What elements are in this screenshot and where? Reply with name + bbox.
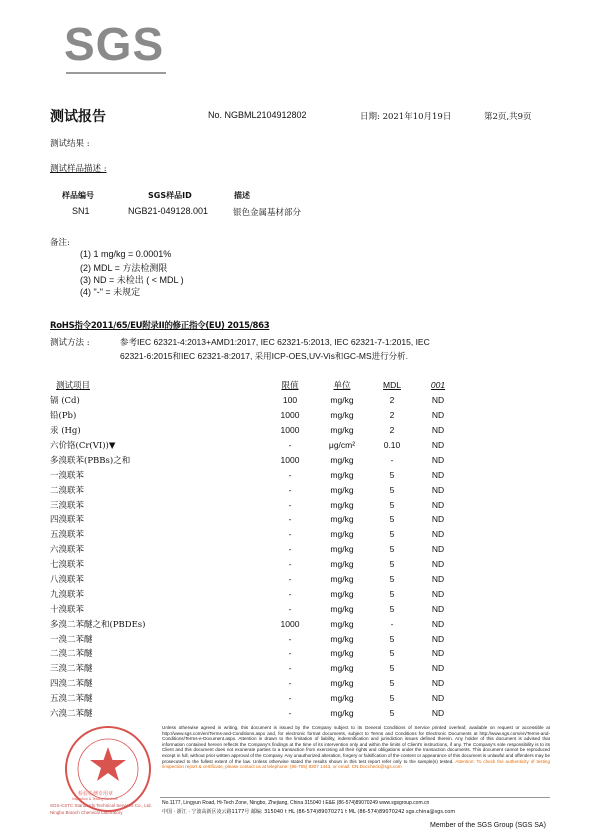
- limit-cell: -: [288, 574, 292, 585]
- result-001-cell: ND: [431, 618, 445, 629]
- header-test-item-label: 测试项目: [56, 381, 91, 392]
- page-indicator: 第2页,共9页: [484, 112, 532, 122]
- limit-cell: -: [288, 663, 292, 674]
- mdl-cell: -: [390, 618, 394, 629]
- note-3: (3) ND = 未检出 ( < MDL ): [80, 275, 184, 285]
- limit-cell: -: [288, 588, 292, 599]
- report-number: No. NGBML2104912802: [208, 110, 307, 120]
- test-item-cell: 三溴二苯醚: [50, 664, 93, 675]
- report-title: 测试报告: [50, 109, 106, 125]
- result-001-cell: ND: [431, 469, 445, 480]
- header-test-item: [50, 378, 264, 393]
- result-001-cell: ND: [431, 514, 445, 525]
- method-line-2: 62321-6:2015和IEC 62321-8:2017, 采用ICP-OES,UV-Vis和GC-MS进行分析.: [120, 351, 409, 361]
- attention-text: Attention: To check the authenticity of testing /inspection report & certificate, please contact us at telephone: (86-755) 8307 1443, or email: CN.Doccheck@sgs.com: [162, 758, 551, 770]
- table-row: [50, 661, 460, 676]
- unit-cell: μg/cm²: [328, 440, 356, 450]
- sample-header-no: 样品编号: [62, 191, 94, 200]
- mdl-cell: 5: [389, 633, 395, 644]
- mdl-cell: 5: [389, 469, 395, 480]
- mdl-cell: 5: [389, 544, 395, 555]
- result-001-cell: ND: [431, 574, 445, 585]
- table-row: [50, 631, 460, 646]
- test-item-cell: 一溴二苯醚: [50, 634, 93, 645]
- unit-cell: mg/kg: [330, 693, 354, 704]
- sgs-member-note: Member of the SGS Group (SGS SA): [430, 822, 546, 829]
- table-row: [50, 497, 460, 512]
- unit-cell: mg/kg: [330, 603, 354, 614]
- table-row: [50, 586, 460, 601]
- footer-disclaimer: [162, 725, 550, 770]
- table-row: [50, 691, 460, 706]
- mdl-cell: 5: [389, 648, 395, 659]
- table-row: [50, 393, 460, 408]
- table-row: [50, 557, 460, 572]
- limit-cell: -: [288, 484, 292, 495]
- sample-id: NGB21-049128.001: [128, 206, 209, 216]
- table-row: [50, 438, 460, 453]
- mdl-cell: 5: [389, 603, 395, 614]
- table-row: [50, 646, 460, 661]
- result-001-cell: ND: [431, 454, 445, 465]
- limit-cell: -: [288, 603, 292, 614]
- test-item-cell: 五溴二苯醚: [50, 694, 93, 705]
- test-item-cell: 六价铬(Cr(VI))▼: [50, 441, 116, 451]
- table-header-row: [50, 378, 460, 393]
- limit-cell: -: [288, 708, 292, 719]
- result-001-cell: ND: [431, 648, 445, 659]
- test-item-cell: 镉 (Cd): [50, 396, 80, 407]
- mdl-cell: 5: [389, 514, 395, 525]
- table-row: [50, 572, 460, 587]
- disclaimer-text: Unless otherwise agreed in writing, this document is issued by the Company subject to its General Conditions of Service printed overleaf, available on request or accessible at http://www.sgs.com/en/Terms-and-Conditions.aspx and, for electronic format documents, subject to Terms and Conditions for Electronic Documents at http://www.sgs.com/en/Terms-and-Conditions/Terms-e-Document.aspx. Attention is drawn to the limitation of liability, indemnification and jurisdiction issues defined therein. Any holder of this document is advised that information contained hereon reflects the Company's findings at the time of its intervention only and within the limits of Client's instructions, if any. The Company's sole responsibility is to its Client and this document does not exonerate parties to a transaction from exercising all their rights and obligations under the transaction documents. This document cannot be reproduced except in full, without prior written approval of the Company. Any unauthorized alteration, forgery or falsification of the content or appearance of this document is unlawful and offenders may be prosecuted to the fullest extent of the law. Unless otherwise stated the results shown in this test report refer only to the sample(s) tested.: [162, 725, 550, 764]
- mdl-cell: 5: [389, 529, 395, 540]
- limit-cell: -: [288, 559, 292, 570]
- test-item-cell: 八溴联苯: [50, 575, 85, 586]
- sample-no: SN1: [72, 206, 90, 216]
- method-line-1: 参考IEC 62321-4:2013+AMD1:2017, IEC 62321-5:2013, IEC 62321-7-1:2015, IEC: [120, 337, 430, 347]
- result-001-cell: ND: [431, 559, 445, 570]
- unit-cell: mg/kg: [330, 708, 354, 719]
- limit-cell: -: [288, 440, 292, 450]
- result-001-cell: ND: [431, 663, 445, 674]
- result-001-cell: ND: [431, 633, 445, 644]
- unit-cell: mg/kg: [330, 559, 354, 570]
- mdl-cell: 5: [389, 663, 395, 674]
- header-001: [416, 378, 460, 393]
- unit-cell: mg/kg: [330, 588, 354, 599]
- limit-cell: -: [288, 633, 292, 644]
- table-row: [50, 706, 460, 721]
- unit-cell: mg/kg: [330, 574, 354, 585]
- laboratory-seal-icon: [62, 723, 154, 815]
- mdl-cell: 5: [389, 484, 395, 495]
- test-item-cell: 五溴联苯: [50, 530, 85, 541]
- unit-cell: mg/kg: [330, 454, 354, 465]
- header-unit: [316, 378, 368, 393]
- note-1: (1) 1 mg/kg = 0.0001%: [80, 249, 172, 259]
- test-item-cell: 七溴联苯: [50, 560, 85, 571]
- unit-cell: mg/kg: [330, 678, 354, 689]
- limit-cell: 1000: [280, 454, 300, 465]
- unit-cell: mg/kg: [330, 618, 354, 629]
- test-item-cell: 多溴二苯醚之和(PBDEs): [50, 619, 146, 630]
- table-row: [50, 601, 460, 616]
- notes-label: 备注:: [50, 238, 70, 248]
- limit-cell: -: [288, 544, 292, 555]
- result-001-cell: ND: [431, 693, 445, 704]
- seal-text: 检验检测专用章: [78, 791, 114, 797]
- limit-cell: 1000: [280, 410, 300, 421]
- unit-cell: mg/kg: [330, 425, 354, 436]
- test-item-cell: 四溴二苯醚: [50, 679, 93, 690]
- test-item-cell: 二溴二苯醚: [50, 649, 93, 660]
- rohs-heading: RoHS指令2011/65/EU附录II的修正指令(EU) 2015/863: [50, 321, 270, 331]
- result-001-cell: ND: [431, 484, 445, 495]
- footer-address-en: No.1177, Lingyun Road, Hi-Tech Zone, Ningbo, Zhejiang, China 315040 t E&E (86-574)89070249 www.sgsgroup.com.cn: [162, 800, 430, 806]
- unit-cell: mg/kg: [330, 395, 354, 406]
- table-row: [50, 467, 460, 482]
- test-item-cell: 六溴二苯醚: [50, 709, 93, 720]
- result-001-cell: ND: [431, 708, 445, 719]
- limit-cell: -: [288, 648, 292, 659]
- result-001-cell: ND: [431, 425, 445, 436]
- table-row: [50, 616, 460, 631]
- result-001-cell: ND: [431, 529, 445, 540]
- result-001-cell: ND: [431, 544, 445, 555]
- mdl-cell: 5: [389, 559, 395, 570]
- table-row: [50, 676, 460, 691]
- result-001-cell: ND: [431, 410, 445, 421]
- result-001-cell: ND: [431, 440, 445, 450]
- table-row: [50, 452, 460, 467]
- result-001-cell: ND: [431, 678, 445, 689]
- seal-sub: Inspection & Testing Services: [72, 797, 118, 801]
- logo-underline: [66, 72, 166, 74]
- table-row: [50, 408, 460, 423]
- unit-cell: mg/kg: [330, 469, 354, 480]
- limit-cell: -: [288, 529, 292, 540]
- test-item-cell: 汞 (Hg): [50, 426, 81, 437]
- unit-cell: mg/kg: [330, 544, 354, 555]
- limit-cell: 100: [282, 395, 298, 406]
- result-001-cell: ND: [431, 603, 445, 614]
- mdl-cell: 5: [389, 588, 395, 599]
- result-001-cell: ND: [431, 588, 445, 599]
- unit-cell: mg/kg: [330, 484, 354, 495]
- test-item-cell: 九溴联苯: [50, 589, 85, 600]
- unit-cell: mg/kg: [330, 633, 354, 644]
- mdl-cell: 5: [389, 678, 395, 689]
- limit-cell: -: [288, 678, 292, 689]
- mdl-cell: 5: [389, 708, 395, 719]
- footer-divider: [160, 797, 550, 798]
- sgs-logo: [64, 18, 170, 74]
- mdl-cell: 5: [389, 693, 395, 704]
- unit-cell: mg/kg: [330, 529, 354, 540]
- company-en-branch: Ningbo Branch Chemical Laboratory: [50, 810, 123, 815]
- result-001-cell: ND: [431, 499, 445, 510]
- sample-header-id: SGS样品ID: [148, 191, 192, 200]
- result-001-cell: ND: [431, 395, 445, 406]
- sample-description-label: 测试样品描述 :: [50, 164, 107, 174]
- results-table: [50, 378, 460, 720]
- test-item-cell: 六溴联苯: [50, 545, 85, 556]
- unit-cell: mg/kg: [330, 648, 354, 659]
- table-row: [50, 527, 460, 542]
- test-item-cell: 多溴联苯(PBBs)之和: [50, 455, 131, 466]
- report-date: 日期: 2021年10月19日: [360, 112, 452, 122]
- test-item-cell: 铅(Pb): [50, 411, 77, 422]
- mdl-cell: 0.10: [383, 440, 401, 450]
- mdl-cell: 2: [389, 425, 395, 436]
- method-label: 测试方法 :: [50, 338, 90, 348]
- limit-cell: 1000: [280, 618, 300, 629]
- mdl-cell: 2: [389, 410, 395, 421]
- header-limit: [264, 378, 316, 393]
- mdl-cell: 2: [389, 395, 395, 406]
- unit-cell: mg/kg: [330, 663, 354, 674]
- limit-cell: -: [288, 469, 292, 480]
- limit-cell: 1000: [280, 425, 300, 436]
- unit-cell: mg/kg: [330, 410, 354, 421]
- mdl-cell: 5: [389, 499, 395, 510]
- table-row: [50, 423, 460, 438]
- limit-cell: -: [288, 514, 292, 525]
- table-row: [50, 542, 460, 557]
- header-limit-label: 限值: [281, 381, 299, 392]
- header-mdl: [368, 378, 416, 393]
- header-unit-label: 单位: [333, 381, 351, 392]
- header-mdl-label: MDL: [383, 380, 401, 391]
- unit-cell: mg/kg: [330, 499, 354, 510]
- test-item-cell: 四溴联苯: [50, 515, 85, 526]
- unit-cell: mg/kg: [330, 514, 354, 525]
- limit-cell: -: [288, 499, 292, 510]
- test-item-cell: 一溴联苯: [50, 470, 85, 481]
- limit-cell: -: [288, 693, 292, 704]
- mdl-cell: -: [390, 454, 394, 465]
- test-item-cell: 三溴联苯: [50, 500, 85, 511]
- note-4: (4) "-" = 未规定: [80, 287, 141, 297]
- sample-desc: 银色金属基材部分: [233, 208, 302, 218]
- note-2: (2) MDL = 方法检测限: [80, 263, 168, 273]
- table-row: [50, 512, 460, 527]
- sample-header-desc: 描述: [234, 191, 250, 200]
- company-en: SGS-CSTC Standards Technical Services Co., Ltd.: [50, 803, 152, 808]
- test-item-cell: 二溴联苯: [50, 485, 85, 496]
- results-label: 测试结果 :: [50, 139, 90, 149]
- logo-text: SGS: [64, 18, 165, 70]
- footer-address-cn: 中国 · 浙江 · 宁波高新区凌云路1177号 邮编: 315040 t HL (86-574)89070271 t ML (86-574)89070242 sgs.china@sgs.com: [162, 809, 456, 815]
- header-001-label: 001: [430, 380, 446, 391]
- test-item-cell: 十溴联苯: [50, 604, 85, 615]
- mdl-cell: 5: [389, 574, 395, 585]
- table-row: [50, 482, 460, 497]
